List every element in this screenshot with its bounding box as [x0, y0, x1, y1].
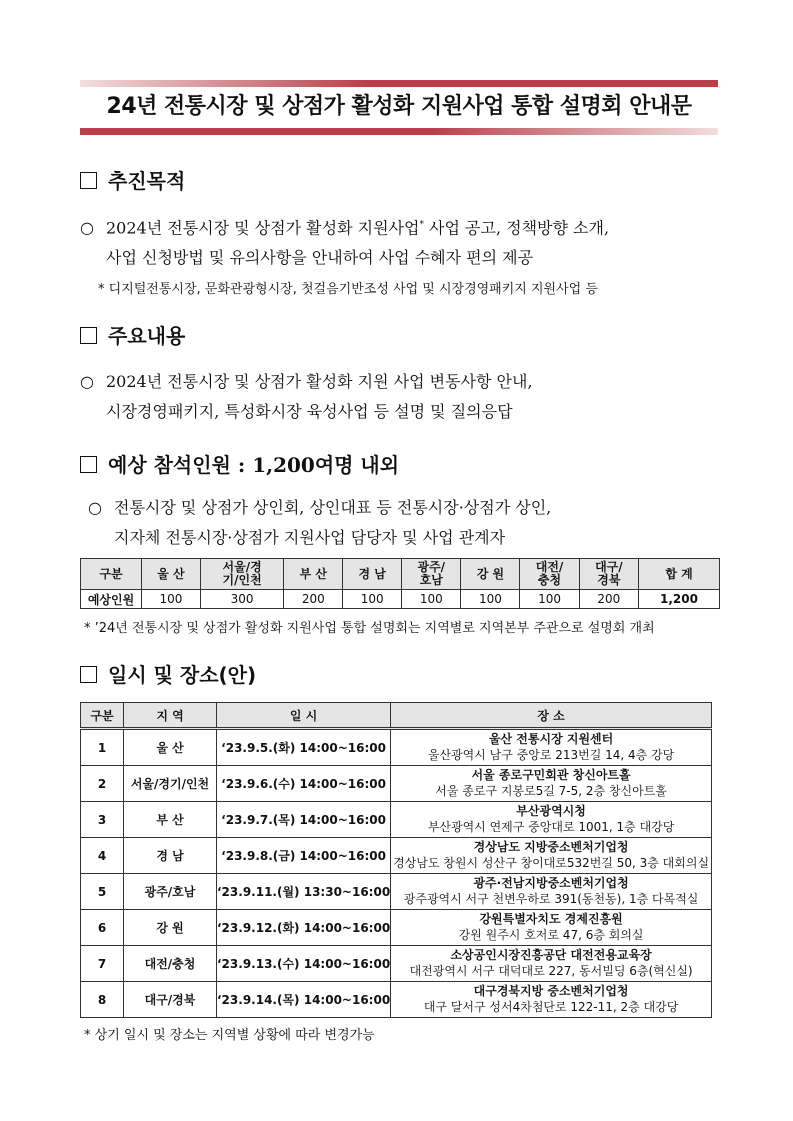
- schedule-region-cell: 광주/호남: [124, 874, 217, 910]
- schedule-place-cell: [391, 874, 712, 910]
- attendance-value-cell: 100: [402, 590, 461, 609]
- checkbox-square-icon: [80, 456, 97, 473]
- schedule-region-cell: 부 산: [124, 802, 217, 838]
- schedule-place-cell: [391, 802, 712, 838]
- attendance-note: * ’24년 전통시장 및 상점가 활성화 지원사업 통합 설명회는 지역별로 지역본부 주관으로 설명회 개최: [84, 621, 655, 636]
- attendance-total-cell: 1,200: [639, 590, 720, 609]
- schedule-place-address: 강원 원주시 호저로 47, 6층 회의실: [458, 928, 644, 942]
- schedule-place-address: 광주광역시 서구 천변우하로 391(동천동), 1층 다목적실: [403, 892, 699, 906]
- attendance-header-cell: 경 남: [343, 559, 402, 590]
- schedule-place-cell: [391, 910, 712, 946]
- schedule-no-cell: 8: [81, 982, 124, 1018]
- attendance-value-cell: 100: [520, 590, 579, 609]
- schedule-row: [81, 802, 712, 838]
- purpose-note: * 디지털전통시장, 문화관광형시장, 첫걸음기반조성 사업 및 시장경영패키지 지원사업 등: [98, 282, 598, 297]
- section-heading-attendance: 예상 참석인원 : 1,200여명 내외: [80, 452, 399, 478]
- attendance-value-cell: 300: [200, 590, 283, 609]
- section-heading-content: 주요내용: [80, 323, 185, 349]
- attendance-value-cell: 100: [461, 590, 520, 609]
- attendance-header-cell: 부 산: [284, 559, 343, 590]
- schedule-no-cell: 6: [81, 910, 124, 946]
- content-paragraph: ○ 2024년 전통시장 및 상점가 활성화 지원 사업 변동사항 안내, 시장경영패키지, 특성화시장 육성사업 등 설명 및 질의응답: [80, 367, 720, 427]
- schedule-row: [81, 874, 712, 910]
- schedule-body: [81, 729, 712, 1018]
- schedule-place-name: 대구경북지방 중소벤처기업청: [473, 984, 629, 998]
- schedule-place-name: 울산 전통시장 지원센터: [488, 732, 614, 746]
- attendance-paragraph: ○ 전통시장 및 상점가 상인회, 상인대표 등 전통시장·상점가 상인, 지자체 전통시장·상점가 지원사업 담당자 및 사업 관계자: [88, 493, 728, 553]
- attendance-header-row: [81, 559, 720, 590]
- schedule-no-cell: 4: [81, 838, 124, 874]
- attendance-header-cell: 울 산: [142, 559, 201, 590]
- schedule-datetime-cell: ‘23.9.8.(금) 14:00~16:00: [217, 838, 391, 874]
- schedule-no-cell: 7: [81, 946, 124, 982]
- schedule-place-cell: [391, 982, 712, 1018]
- bullet-circle-icon: ○: [88, 498, 102, 517]
- schedule-row: [81, 729, 712, 766]
- schedule-no-cell: 3: [81, 802, 124, 838]
- schedule-datetime-cell: ‘23.9.5.(화) 14:00~16:00: [217, 729, 391, 766]
- attendance-header-cell: 강 원: [461, 559, 520, 590]
- schedule-place-cell: [391, 838, 712, 874]
- schedule-place-name: 부산광역시청: [516, 804, 586, 818]
- schedule-row: [81, 838, 712, 874]
- section-heading-schedule: 일시 및 장소(안): [80, 662, 256, 688]
- bullet-circle-icon: ○: [80, 372, 94, 391]
- schedule-datetime-cell: ‘23.9.6.(수) 14:00~16:00: [217, 766, 391, 802]
- schedule-place-address: 울산광역시 남구 중앙로 213번길 14, 4층 강당: [427, 748, 675, 762]
- schedule-header-cell: 지 역: [124, 703, 217, 729]
- schedule-header-cell: 장 소: [391, 703, 712, 729]
- schedule-place-cell: [391, 729, 712, 766]
- schedule-no-cell: 2: [81, 766, 124, 802]
- schedule-no-cell: 5: [81, 874, 124, 910]
- schedule-place-name: 광주·전남지방중소벤처기업청: [473, 876, 629, 890]
- purpose-paragraph: ○ 2024년 전통시장 및 상점가 활성화 지원사업* 사업 공고, 정책방향 소개, 사업 신청방법 및 유의사항을 안내하여 사업 수혜자 편의 제공: [80, 210, 720, 273]
- attendance-header-cell: 서울/경 기/인천: [200, 559, 283, 590]
- title-top-bar: [80, 80, 718, 87]
- schedule-region-cell: 울 산: [124, 729, 217, 766]
- attendance-header-cell: 대구/ 경북: [579, 559, 638, 590]
- schedule-place-address: 대구 달서구 성서4차첨단로 122-11, 2층 대강당: [423, 1000, 679, 1014]
- schedule-header-cell: 일 시: [217, 703, 391, 729]
- schedule-row: [81, 766, 712, 802]
- schedule-datetime-cell: ‘23.9.7.(목) 14:00~16:00: [217, 802, 391, 838]
- attendance-value-cell: 예상인원: [81, 590, 142, 609]
- schedule-place-address: 경상남도 창원시 성산구 창이대로532번길 50, 3층 대회의실: [393, 856, 710, 870]
- schedule-datetime-cell: ‘23.9.12.(화) 14:00~16:00: [217, 910, 391, 946]
- schedule-place-name: 서울 종로구민회관 창신아트홀: [471, 768, 631, 782]
- schedule-datetime-cell: ‘23.9.11.(월) 13:30~16:00: [217, 874, 391, 910]
- attendance-table: [80, 558, 720, 609]
- schedule-datetime-cell: ‘23.9.13.(수) 14:00~16:00: [217, 946, 391, 982]
- schedule-row: [81, 982, 712, 1018]
- checkbox-square-icon: [80, 172, 97, 189]
- attendance-value-row: [81, 590, 720, 609]
- schedule-region-cell: 경 남: [124, 838, 217, 874]
- schedule-place-address: 부산광역시 연제구 중앙대로 1001, 1층 대강당: [427, 820, 675, 834]
- attendance-header-cell: 광주/ 호남: [402, 559, 461, 590]
- schedule-region-cell: 대전/충청: [124, 946, 217, 982]
- schedule-header-row: [81, 703, 712, 729]
- schedule-no-cell: 1: [81, 729, 124, 766]
- schedule-note: * 상기 일시 및 장소는 지역별 상황에 따라 변경가능: [84, 1028, 375, 1043]
- attendance-value-cell: 100: [343, 590, 402, 609]
- schedule-place-address: 서울 종로구 지봉로5길 7-5, 2층 창신아트홀: [435, 784, 667, 798]
- attendance-header-cell: 대전/ 충청: [520, 559, 579, 590]
- schedule-datetime-cell: ‘23.9.14.(목) 14:00~16:00: [217, 982, 391, 1018]
- schedule-header-cell: 구분: [81, 703, 124, 729]
- attendance-value-cell: 100: [142, 590, 201, 609]
- schedule-region-cell: 대구/경북: [124, 982, 217, 1018]
- attendance-value-cell: 200: [579, 590, 638, 609]
- title-bottom-bar: [80, 128, 718, 135]
- attendance-header-cell: 구분: [81, 559, 142, 590]
- schedule-place-address: 대전광역시 서구 대덕대로 227, 동서빌딩 6층(혁신실): [409, 964, 693, 978]
- schedule-row: [81, 910, 712, 946]
- schedule-place-name: 강원특별자치도 경제진흥원: [479, 912, 623, 926]
- schedule-row: [81, 946, 712, 982]
- page-title: 24년 전통시장 및 상점가 활성화 지원사업 통합 설명회 안내문: [106, 94, 692, 119]
- bullet-circle-icon: ○: [80, 218, 94, 238]
- schedule-place-name: 경상남도 지방중소벤처기업청: [473, 840, 629, 854]
- schedule-place-name: 소상공인시장진흥공단 대전전용교육장: [450, 948, 652, 962]
- schedule-place-cell: [391, 946, 712, 982]
- schedule-table: [80, 702, 712, 1018]
- schedule-region-cell: 강 원: [124, 910, 217, 946]
- checkbox-square-icon: [80, 327, 97, 344]
- schedule-region-cell: 서울/경기/인천: [124, 766, 217, 802]
- attendance-header-cell: 합 계: [639, 559, 720, 590]
- section-heading-purpose: 추진목적: [80, 168, 185, 194]
- attendance-value-cell: 200: [284, 590, 343, 609]
- schedule-place-cell: [391, 766, 712, 802]
- checkbox-square-icon: [80, 666, 97, 683]
